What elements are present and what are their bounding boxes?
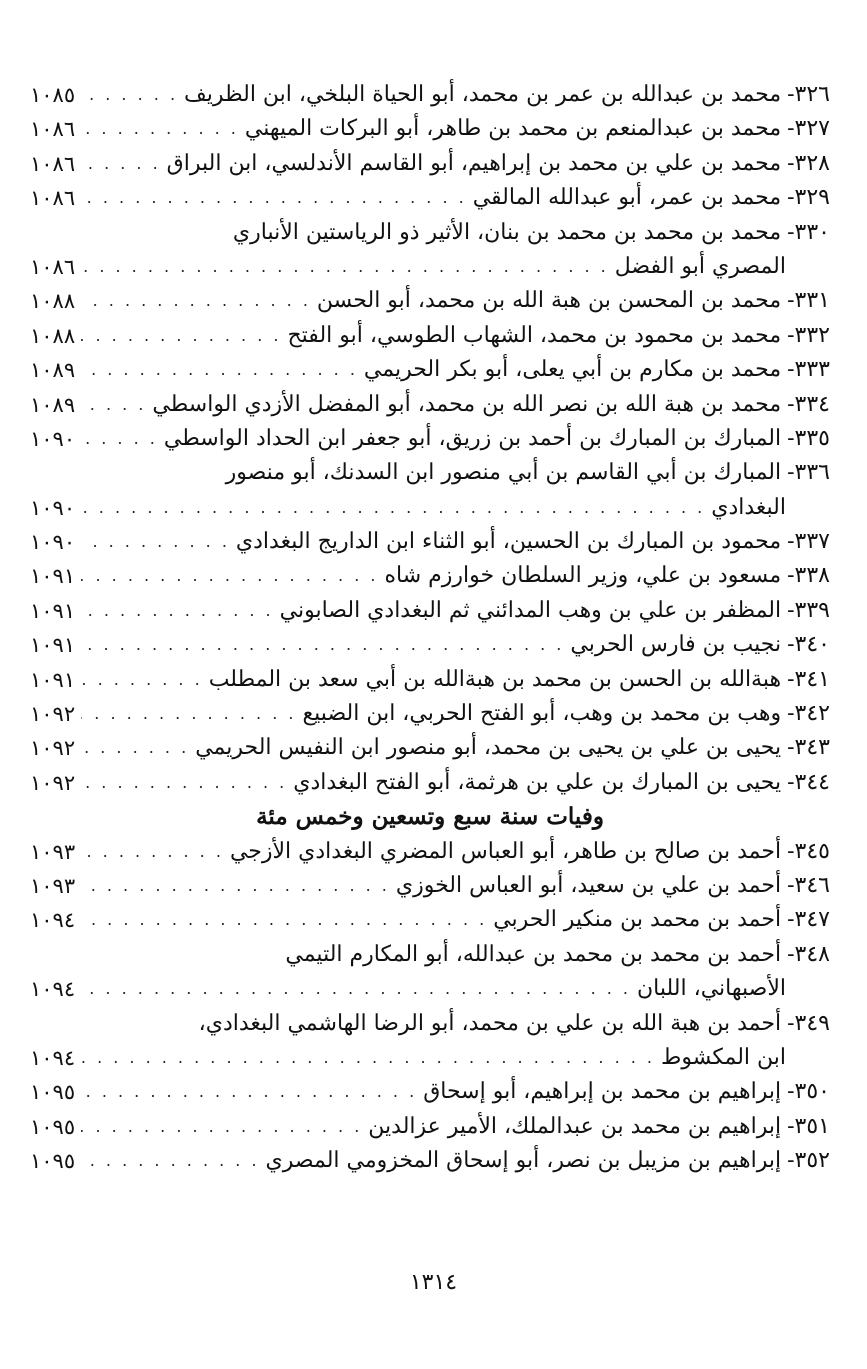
index-entry (30, 78, 830, 112)
entry-page: ١٠٩٠ (30, 530, 76, 555)
entry-page: ١٠٩٥ (30, 1149, 76, 1174)
entry-name: يحيى بن علي بن يحيى بن محمد، أبو منصور ابن النفيس الحريمي (195, 735, 782, 761)
index-list-first (30, 78, 830, 800)
entry-page: ١٠٨٥ (30, 83, 76, 107)
leader-dots (81, 835, 224, 869)
leader-dots (81, 388, 146, 422)
index-entry (30, 1144, 830, 1178)
entry-name: محمد بن عبدالله بن عمر بن محمد، أبو الحياة البلخي، ابن الظريف (184, 82, 782, 107)
leader-dots (81, 663, 203, 697)
entry-number: ٣٣١- (787, 288, 830, 314)
entry-page: ١٠٩٢ (30, 702, 76, 727)
index-entry (30, 731, 830, 765)
entry-name: محمد بن محمد بن محمد بن بنان، الأثير ذو الرياستين الأنباري (232, 219, 782, 245)
index-entry (30, 835, 830, 869)
index-entry (30, 353, 830, 387)
entry-page: ١٠٩٢ (30, 736, 76, 761)
leader-dots (81, 697, 296, 731)
entry-page: ١٠٩٣ (30, 839, 76, 864)
entry-page: ١٠٩٤ (30, 977, 76, 1002)
entry-number: ٣٤٩- (787, 1010, 830, 1036)
entry-number: ٣٢٨- (787, 150, 830, 176)
index-entry (30, 284, 830, 318)
entry-page: ١٠٨٩ (30, 358, 76, 383)
entry-number: ٣٤٦- (787, 872, 830, 898)
index-list-second (30, 835, 830, 1179)
entry-page: ١٠٩٤ (30, 908, 76, 933)
entry-number: ٣٣٥- (787, 425, 830, 451)
leader-dots (81, 903, 487, 937)
entry-name: إبراهيم بن محمد بن إبراهيم، أبو إسحاق (423, 1079, 782, 1105)
entry-number: ٣٣٠- (787, 219, 830, 245)
entry-name: أحمد بن محمد بن محمد بن عبدالله، أبو المكارم التيمي (285, 941, 782, 967)
index-entry (30, 697, 830, 731)
leader-dots (81, 559, 378, 593)
entry-page: ١٠٨٨ (30, 289, 76, 314)
entry-page: ١٠٩١ (30, 633, 76, 658)
page-number: ١٣١٤ (409, 1270, 458, 1295)
index-page (30, 78, 830, 1179)
entry-number: ٣٣٢- (787, 322, 830, 348)
entry-number: ٣٣٤- (787, 391, 830, 417)
entry-name: محمد بن محمود بن محمد، الشهاب الطوسي، أبو الفتح (287, 322, 782, 348)
entry-name: ابن المكشوط (661, 1044, 786, 1070)
index-entry (30, 147, 830, 181)
entry-page: ١٠٩٤ (30, 1045, 76, 1070)
index-entry (30, 938, 830, 972)
index-entry (30, 628, 830, 662)
entry-page: ١٠٩٣ (30, 873, 76, 898)
entry-page: ١٠٩٢ (30, 770, 76, 795)
index-entry (30, 250, 830, 284)
entry-name: الأصبهاني، اللبان (637, 976, 786, 1002)
entry-name: المبارك بن أبي القاسم بن أبي منصور ابن السدنك، أبو منصور (225, 460, 782, 486)
entry-page: ١٠٩١ (30, 598, 76, 623)
leader-dots (81, 353, 358, 387)
leader-dots (81, 422, 158, 456)
entry-name: إبراهيم بن مزيبل بن نصر، أبو إسحاق المخزومي المصري (265, 1148, 782, 1174)
leader-dots (81, 594, 274, 628)
leader-dots (81, 319, 281, 353)
entry-page: ١٠٨٩ (30, 392, 76, 417)
entry-number: ٣٤٠- (787, 632, 830, 658)
leader-dots (81, 78, 178, 112)
entry-name: يحيى بن المبارك بن علي بن هرثمة، أبو الفتح البغدادي (293, 769, 782, 795)
entry-page: ١٠٨٦ (30, 117, 76, 142)
leader-dots (81, 284, 311, 318)
entry-name: محمد بن مكارم بن أبي يعلى، أبو بكر الحريمي (363, 357, 782, 383)
entry-number: ٣٤١- (787, 666, 830, 692)
leader-dots (81, 147, 161, 181)
leader-dots (81, 250, 609, 284)
entry-page: ١٠٩٥ (30, 1080, 76, 1105)
entry-number: ٣٤٣- (787, 735, 830, 761)
index-entry (30, 1110, 830, 1144)
entry-page: ١٠٨٨ (30, 323, 76, 348)
entry-page: ١٠٨٦ (30, 151, 76, 176)
entry-name: مسعود بن علي، وزير السلطان خوارزم شاه (384, 563, 782, 589)
leader-dots (81, 525, 230, 559)
index-entry (30, 525, 830, 559)
entry-number: ٣٥٠- (787, 1079, 830, 1105)
entry-number: ٣٤٥- (787, 838, 830, 864)
entry-page: ١٠٩٠ (30, 426, 76, 451)
entry-name: هبةالله بن الحسن بن محمد بن هبةالله بن أبي سعد بن المطلب (208, 666, 782, 692)
entry-number: ٣٣٧- (787, 529, 830, 555)
leader-dots (81, 1110, 362, 1144)
entry-number: ٣٥١- (787, 1113, 830, 1139)
index-entry (30, 972, 830, 1006)
index-entry (30, 319, 830, 353)
index-entry (30, 1075, 830, 1109)
entry-number: ٣٢٩- (787, 185, 830, 211)
entry-number: ٣٤٧- (787, 907, 830, 933)
entry-page: ١٠٨٦ (30, 186, 76, 211)
leader-dots (81, 491, 705, 525)
index-entry (30, 388, 830, 422)
entry-number: ٣٣٨- (787, 563, 830, 589)
leader-dots (81, 731, 189, 765)
entry-name: وهب بن محمد بن وهب، أبو الفتح الحربي، ابن الضبيع (302, 701, 782, 727)
entry-page: ١٠٩١ (30, 564, 76, 589)
entry-name: محمد بن عمر، أبو عبدالله المالقي (472, 185, 782, 211)
entry-name: إبراهيم بن محمد بن عبدالملك، الأمير عزالدين (368, 1113, 782, 1139)
entry-number: ٣٤٨- (787, 941, 830, 967)
entry-number: ٣٥٢- (787, 1148, 830, 1174)
index-entry (30, 216, 830, 250)
leader-dots (81, 766, 287, 800)
entry-number: ٣٢٧- (787, 116, 830, 142)
entry-number: ٣٤٤- (787, 769, 830, 795)
index-entry (30, 456, 830, 490)
entry-name: المبارك بن المبارك بن أحمد بن زريق، أبو جعفر ابن الحداد الواسطي (163, 425, 782, 451)
entry-name: أحمد بن هبة الله بن علي بن محمد، أبو الرضا الهاشمي البغدادي، (198, 1010, 782, 1036)
leader-dots (81, 628, 564, 662)
index-entry (30, 766, 830, 800)
leader-dots (81, 1075, 417, 1109)
entry-name: أحمد بن علي بن سعيد، أبو العباس الخوزي (395, 872, 782, 898)
index-entry (30, 181, 830, 215)
entry-page: ١٠٩١ (30, 667, 76, 692)
index-entry (30, 663, 830, 697)
leader-dots (81, 181, 467, 215)
index-entry (30, 112, 830, 146)
entry-page: ١٠٩٠ (30, 495, 76, 520)
entry-name: البغدادي (711, 494, 786, 520)
entry-number: ٣٣٩- (787, 597, 830, 623)
entry-page: ١٠٨٦ (30, 254, 76, 279)
index-entry (30, 422, 830, 456)
leader-dots (81, 1041, 655, 1075)
entry-page: ١٠٩٥ (30, 1114, 76, 1139)
entry-number: ٣٣٦- (787, 460, 830, 486)
leader-dots (81, 869, 390, 903)
entry-name: المصري أبو الفضل (614, 253, 786, 279)
entry-name: محمد بن هبة الله بن نصر الله بن محمد، أبو المفضل الأزدي الواسطي (152, 391, 782, 417)
entry-number: ٣٢٦- (787, 82, 830, 107)
entry-name: محمد بن علي بن محمد بن إبراهيم، أبو القاسم الأندلسي، ابن البراق (166, 150, 782, 176)
index-entry (30, 594, 830, 628)
index-entry (30, 559, 830, 593)
entry-name: أحمد بن صالح بن طاهر، أبو العباس المضري البغدادي الأزجي (229, 838, 782, 864)
entry-number: ٣٤٢- (787, 701, 830, 727)
leader-dots (81, 112, 239, 146)
index-entry (30, 903, 830, 937)
entry-name: محمد بن عبدالمنعم بن محمد بن طاهر، أبو البركات الميهني (244, 116, 782, 142)
index-entry (30, 1041, 830, 1075)
leader-dots (81, 972, 631, 1006)
entry-name: نجيب بن فارس الحربي (570, 632, 782, 658)
entry-name: محمد بن المحسن بن هبة الله بن محمد، أبو الحسن (316, 288, 782, 314)
entry-name: أحمد بن محمد بن منكير الحربي (493, 907, 782, 933)
entry-number: ٣٣٣- (787, 357, 830, 383)
entry-name: محمود بن المبارك بن الحسين، أبو الثناء ابن الداريج البغدادي (235, 529, 782, 555)
index-entry (30, 491, 830, 525)
index-entry (30, 869, 830, 903)
leader-dots (81, 1144, 259, 1178)
entry-name: المظفر بن علي بن وهب المدائني ثم البغدادي الصابوني (279, 597, 782, 623)
index-entry (30, 1007, 830, 1041)
section-heading: وفيات سنة سبع وتسعين وخمس مئة (256, 803, 604, 831)
